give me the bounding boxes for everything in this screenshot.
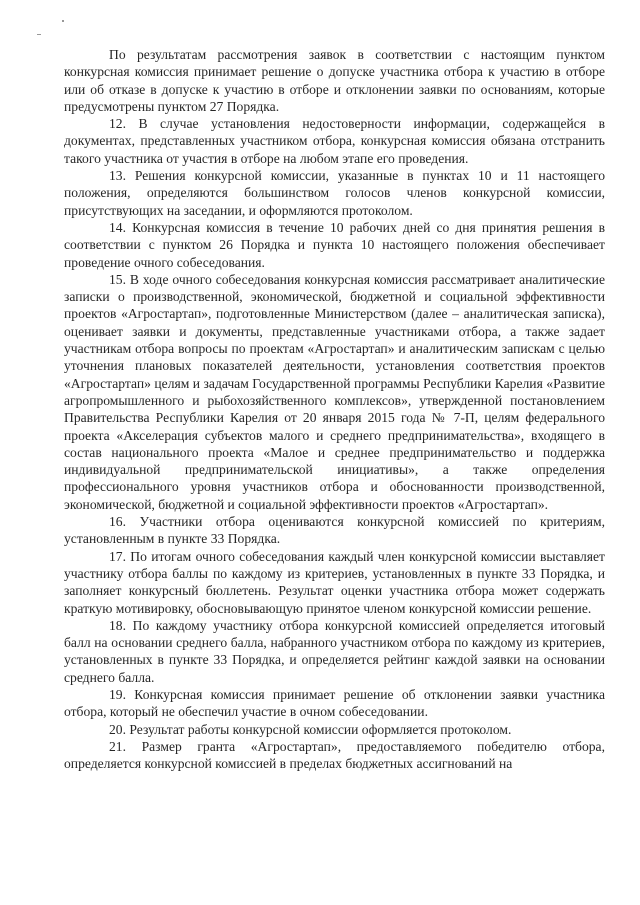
paragraph-16: 16. Участники отбора оцениваются конкурсной комиссией по критериям, установленным в пункте 33 Порядка. (64, 514, 605, 547)
paragraph-21: 21. Размер гранта «Агростартап», предоставляемого победителю отбора, определяется конкурсной комиссией в пределах бюджетных ассигнований на (64, 738, 605, 772)
paragraph-19: 19. Конкурсная комиссия принимает решение об отклонении заявки участника отбора, который не обеспечил участие в очном собеседовании. (64, 686, 605, 720)
paragraph-12: 12. В случае установления недостоверности информации, содержащейся в документах, представленных участником отбора, конкурсная комиссия обязана отстранить такого участника от участия в отборе на любом этапе его проведения. (64, 116, 605, 166)
paragraph-14: 14. Конкурсная комиссия в течение 10 рабочих дней со дня принятия решения в соответствии с пунктом 26 Порядка и пункта 10 настоящего положения обеспечивает проведение очного собеседования. (64, 219, 605, 270)
paragraph-15: 15. В ходе очного собеседования конкурсная комиссия рассматривает аналитические записки о производственной, экономической, бюджетной и социальной эффективности проектов «Агростартап», подготовленные Министерством (далее – аналитическая записка), оценивает заявки и документы, представленные участниками отбора, а также задает участникам отбора вопросы по проектам «Агростартап» и аналитическим запискам с целью уточнения плановых показателей деятельности, установления соответствия проектов «Агростартап» целям и задачам Государственной программы Республики Карелия «Развитие агропромышленного и рыбохозяйственного комплексов», утвержденной постановлением Правительства Республики Карелия от 20 января 2015 года № 7-П, целям федерального проекта «Акселерация субъектов малого и среднего предпринимательства», входящего в состав национального проекта «Малое и среднее предпринимательство и поддержка индивидуальной предпринимательской инициативы», а также определения профессионального уровня участников отбора и обоснованности производственной, экономической, бюджетной и социальной эффективности проектов «Агростартап». (64, 271, 605, 512)
document-body (64, 46, 605, 772)
scan-speck (37, 34, 41, 35)
paragraph-13: 13. Решения конкурсной комиссии, указанные в пунктах 10 и 11 настоящего положения, определяются большинством голосов членов конкурсной комиссии, присутствующих на заседании, и оформляются протоколом. (64, 168, 605, 218)
paragraph-18: 18. По каждому участнику отбора конкурсной комиссией определяется итоговый балл на основании среднего балла, набранного участником отбора по каждому из критериев, установленных в пункте 33 Порядка, и определяется рейтинг каждой заявки на основании среднего балла. (64, 617, 605, 685)
paragraph-11-continuation: По результатам рассмотрения заявок в соответствии с настоящим пунктом конкурсная комиссия принимает решение о допуске участника отбора к участию в отборе или об отказе в допуске к участию в отборе и отклонении заявки по основаниям, которые предусмотрены пунктом 27 Порядка. (64, 47, 605, 114)
paragraph-20: 20. Результат работы конкурсной комиссии оформляется протоколом. (109, 721, 512, 737)
paragraph-17: 17. По итогам очного собеседования каждый член конкурсной комиссии выставляет участнику отбора баллы по каждому из критериев, установленных в пункте 33 Порядка, и заполняет конкурсный бюллетень. Результат оценки участника отбора может содержать краткую мотивировку, обосновывающую принятое членом конкурсной комиссии решение. (64, 548, 605, 616)
scan-speck (62, 20, 64, 22)
